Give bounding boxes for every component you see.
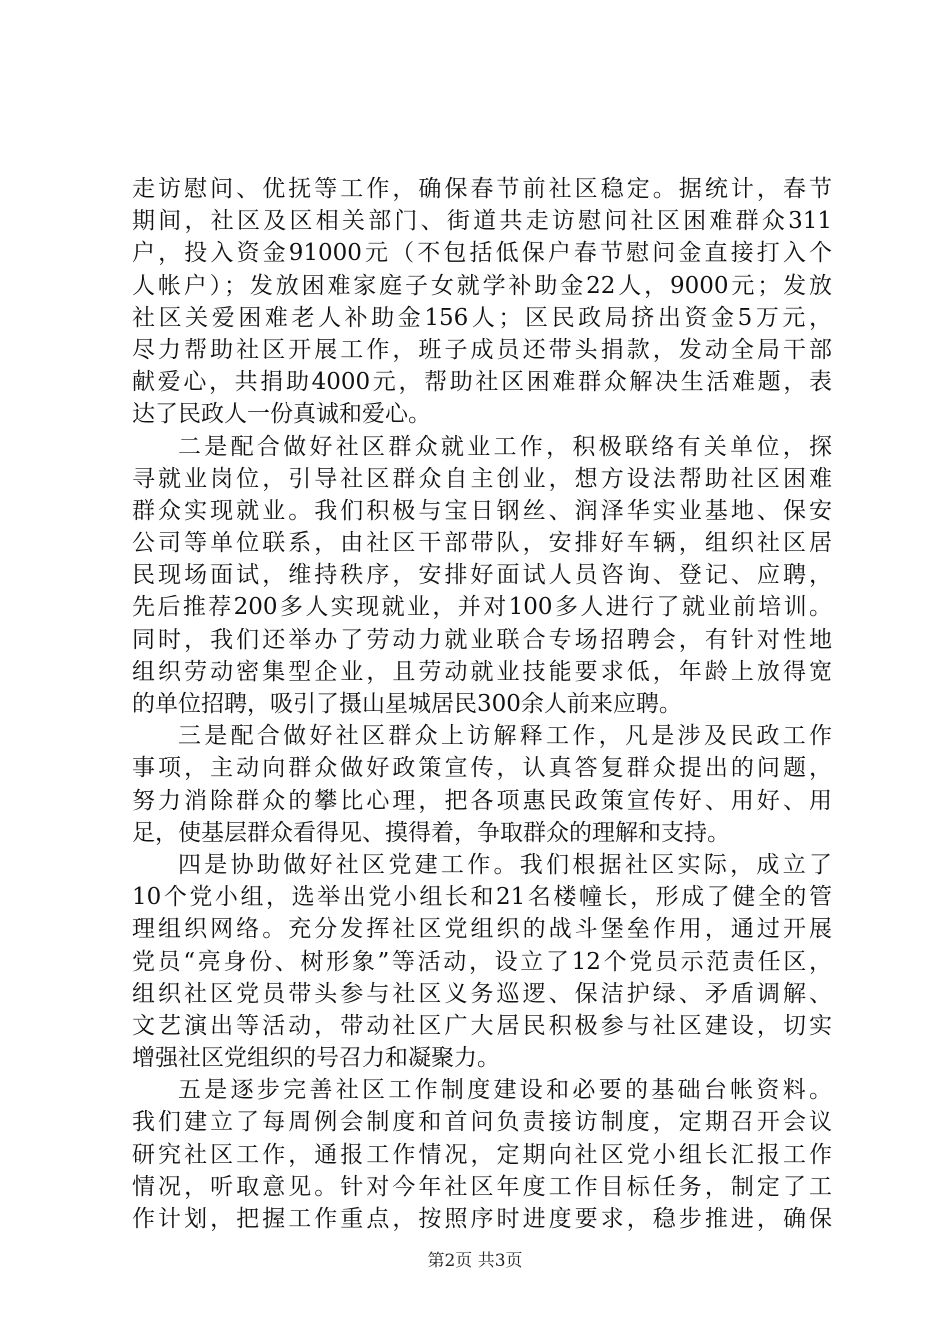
text-line: 10个党小组，选举出党小组长和21名楼幢长，形成了健全的管 bbox=[132, 884, 832, 911]
text-line: 达了民政人一份真诚和爱心。 bbox=[132, 401, 431, 428]
text-line: 组织社区党员带头参与社区义务巡逻、保洁护绿、矛盾调解、 bbox=[132, 980, 832, 1007]
text-line: 足，使基层群众看得见、摸得着，争取群众的理解和支持。 bbox=[132, 819, 730, 846]
text-line: 二是配合做好社区群众就业工作，积极联络有关单位，探 bbox=[178, 433, 832, 460]
text-line: 四是协助做好社区党建工作。我们根据社区实际，成立了 bbox=[178, 851, 832, 878]
text-line: 献爱心，共捐助4000元，帮助社区困难群众解决生活难题，表 bbox=[132, 369, 832, 396]
text-line: 走访慰问、优抚等工作，确保春节前社区稳定。据统计，春节 bbox=[132, 176, 832, 202]
text-line: 研究社区工作，通报工作情况，定期向社区党小组长汇报工作 bbox=[132, 1141, 832, 1168]
text-line: 尽力帮助社区开展工作，班子成员还带头捐款，发动全局干部 bbox=[132, 336, 832, 363]
text-line: 情况，听取意见。针对今年社区年度工作目标任务，制定了工 bbox=[132, 1173, 832, 1200]
text-line: 公司等单位联系，由社区干部带队，安排好车辆，组织社区居 bbox=[132, 530, 832, 557]
text-line: 群众实现就业。我们积极与宝日钢丝、润泽华实业基地、保安 bbox=[132, 497, 832, 524]
text-line: 户，投入资金91000元（不包括低保户春节慰问金直接打入个 bbox=[132, 240, 832, 267]
page-footer bbox=[0, 1246, 950, 1271]
text-line: 的单位招聘，吸引了摄山星城居民300余人前来应聘。 bbox=[132, 691, 682, 717]
text-line: 作计划，把握工作重点，按照序时进度要求，稳步推进，确保 bbox=[132, 1206, 832, 1232]
text-line: 党员“亮身份、树形象”等活动，设立了12个党员示范责任区， bbox=[132, 948, 832, 975]
text-line: 增强社区党组织的号召力和凝聚力。 bbox=[132, 1045, 500, 1072]
text-line: 组织劳动密集型企业，且劳动就业技能要求低，年龄上放得宽 bbox=[132, 658, 832, 685]
document-body bbox=[132, 173, 832, 1235]
page-number-label: 第2页 共3页 bbox=[427, 1251, 523, 1271]
text-line: 理组织网络。充分发挥社区党组织的战斗堡垒作用，通过开展 bbox=[132, 916, 832, 943]
text-line: 五是逐步完善社区工作制度建设和必要的基础台帐资料。 bbox=[178, 1077, 832, 1104]
text-line: 同时，我们还举办了劳动力就业联合专场招聘会，有针对性地 bbox=[132, 626, 832, 653]
text-line: 我们建立了每周例会制度和首问负责接访制度，定期召开会议 bbox=[132, 1109, 832, 1136]
text-line: 人帐户）；发放困难家庭子女就学补助金22人，9000元；发放 bbox=[132, 272, 832, 299]
text-line: 努力消除群众的攀比心理，把各项惠民政策宣传好、用好、用 bbox=[132, 787, 832, 814]
text-line: 期间，社区及区相关部门、街道共走访慰问社区困难群众311 bbox=[132, 208, 832, 235]
text-line: 社区关爱困难老人补助金156人；区民政局挤出资金5万元， bbox=[132, 304, 832, 331]
text-line: 事项，主动向群众做好政策宣传，认真答复群众提出的问题， bbox=[132, 755, 832, 782]
text-line: 三是配合做好社区群众上访解释工作，凡是涉及民政工作 bbox=[178, 723, 832, 750]
text-line: 先后推荐200多人实现就业，并对100多人进行了就业前培训。 bbox=[132, 594, 832, 621]
text-line: 寻就业岗位，引导社区群众自主创业，想方设法帮助社区困难 bbox=[132, 465, 832, 492]
text-line: 文艺演出等活动，带动社区广大居民积极参与社区建设，切实 bbox=[132, 1012, 832, 1039]
text-line: 民现场面试，维持秩序，安排好面试人员咨询、登记、应聘， bbox=[132, 562, 832, 589]
